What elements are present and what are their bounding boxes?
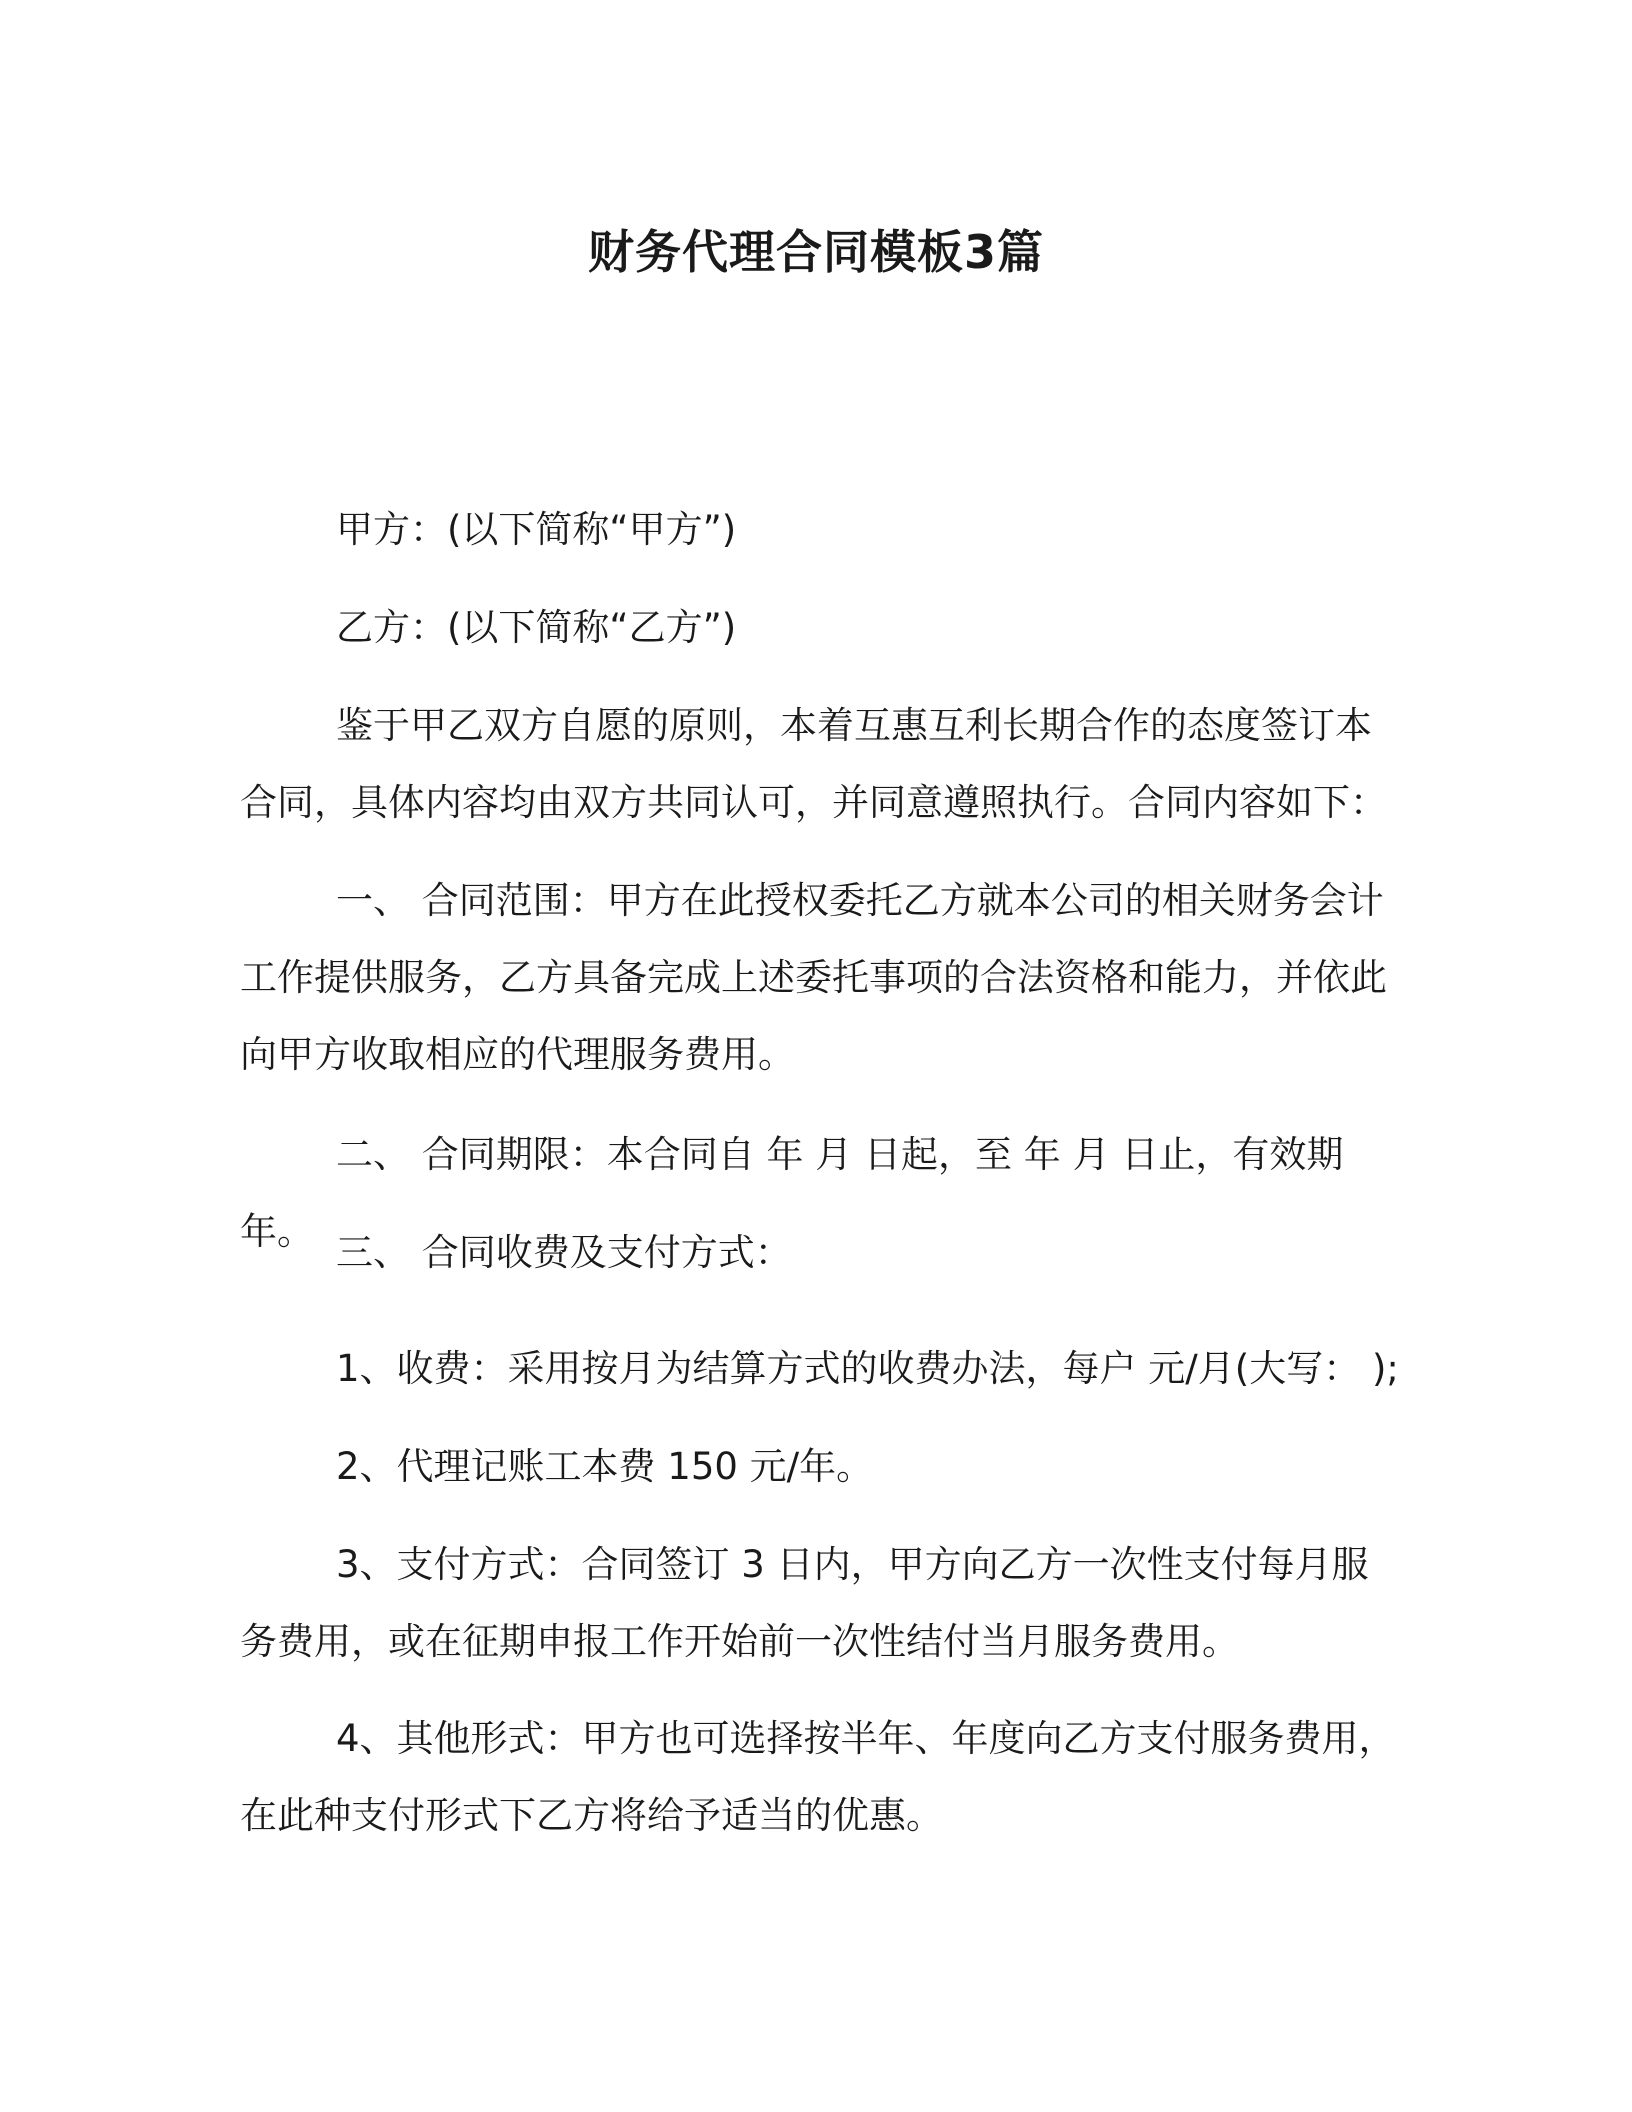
- party-b-line: 乙方：(以下简称“乙方”): [336, 606, 737, 649]
- clause-fees-heading: 三、 合同收费及支付方式：: [336, 1231, 792, 1274]
- fee-item-1: 1、收费：采用按月为结算方式的收费办法，每户 元/月(大写： );: [336, 1347, 1399, 1390]
- fee-item-4: 4、其他形式：甲方也可选择按半年、年度向乙方支付服务费用，在此种支付形式下乙方将给予适当的优惠。: [240, 1717, 1396, 1837]
- document-title: 财务代理合同模板3篇: [587, 225, 1044, 279]
- clause-scope: 一、 合同范围：甲方在此授权委托乙方就本公司的相关财务会计工作提供服务，乙方具备完成上述委托事项的合法资格和能力，并依此向甲方收取相应的代理服务费用。: [240, 879, 1387, 1076]
- party-a-line: 甲方：(以下简称“甲方”): [336, 508, 737, 551]
- fee-item-3: 3、支付方式：合同签订 3 日内，甲方向乙方一次性支付每月服务费用，或在征期申报工作开始前一次性结付当月服务费用。: [240, 1543, 1369, 1663]
- clause-term: 二、 合同期限：本合同自 年 月 日起，至 年 月 日止，有效期 年。: [240, 1133, 1344, 1253]
- preamble-paragraph: 鉴于甲乙双方自愿的原则，本着互惠互利长期合作的态度签订本合同，具体内容均由双方共同认可，并同意遵照执行。合同内容如下：: [240, 704, 1387, 824]
- fee-item-2: 2、代理记账工本费 150 元/年。: [336, 1445, 874, 1488]
